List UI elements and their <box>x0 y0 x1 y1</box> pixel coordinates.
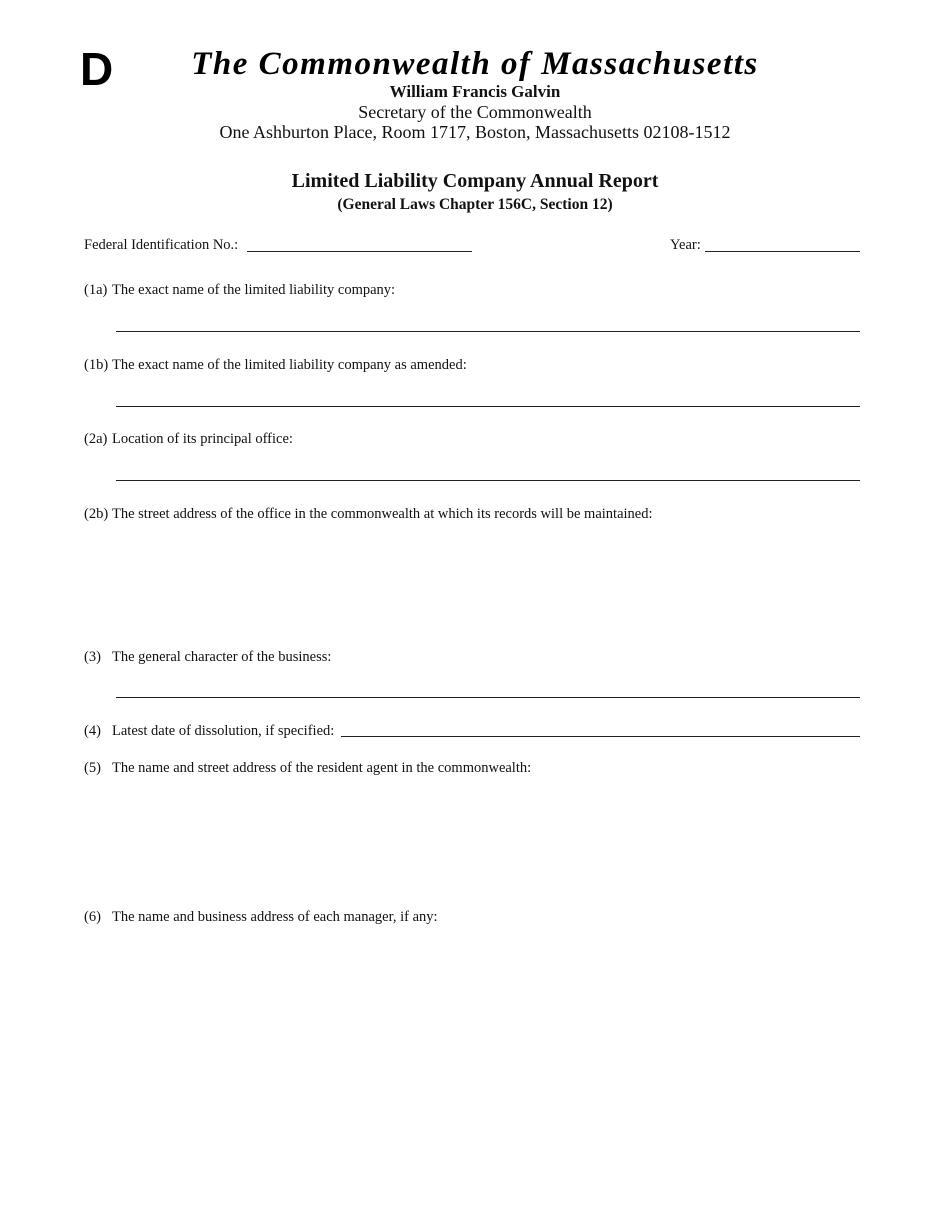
office-address: One Ashburton Place, Room 1717, Boston, Massachusetts 02108-1512 <box>219 122 731 142</box>
item-2b-label: The street address of the office in the commonwealth at which its records will be maintained: <box>112 506 653 522</box>
records-office-field[interactable] <box>116 530 860 630</box>
item-2b-number: (2b) <box>84 506 109 522</box>
secretary-name: William Francis Galvin <box>389 82 561 101</box>
item-5-label: The name and street address of the resident agent in the commonwealth: <box>112 760 532 776</box>
dissolution-date-field[interactable] <box>341 736 860 737</box>
llc-name-field[interactable] <box>116 331 860 332</box>
year-field[interactable] <box>705 251 860 252</box>
item-1b-number: (1b) <box>84 357 109 373</box>
item-4-label: Latest date of dissolution, if specified: <box>112 723 335 739</box>
item-4-number: (4) <box>84 723 101 739</box>
managers-field[interactable] <box>116 935 860 1195</box>
item-2a-label: Location of its principal office: <box>112 431 293 447</box>
form-title: Limited Liability Company Annual Report <box>291 170 659 192</box>
item-6-label: The name and business address of each manager, if any: <box>112 909 438 925</box>
item-5-number: (5) <box>84 760 101 776</box>
item-1a-number: (1a) <box>84 282 108 298</box>
form-letter: D <box>80 43 114 95</box>
statute-reference: (General Laws Chapter 156C, Section 12) <box>337 196 613 213</box>
item-3-number: (3) <box>84 649 101 665</box>
item-6-number: (6) <box>84 909 101 925</box>
resident-agent-field[interactable] <box>116 785 860 895</box>
item-2a-number: (2a) <box>84 431 108 447</box>
item-1b-label: The exact name of the limited liability company as amended: <box>112 357 467 373</box>
federal-id-label: Federal Identification No.: <box>84 237 239 253</box>
business-character-field[interactable] <box>116 697 860 698</box>
item-3-label: The general character of the business: <box>112 649 332 665</box>
amended-name-field[interactable] <box>116 406 860 407</box>
federal-id-field[interactable] <box>247 251 472 252</box>
principal-office-field[interactable] <box>116 480 860 481</box>
state-title: The Commonwealth of Massachusetts <box>191 46 759 82</box>
secretary-title: Secretary of the Commonwealth <box>358 102 592 122</box>
year-label: Year: <box>670 237 701 253</box>
item-1a-label: The exact name of the limited liability company: <box>112 282 396 298</box>
